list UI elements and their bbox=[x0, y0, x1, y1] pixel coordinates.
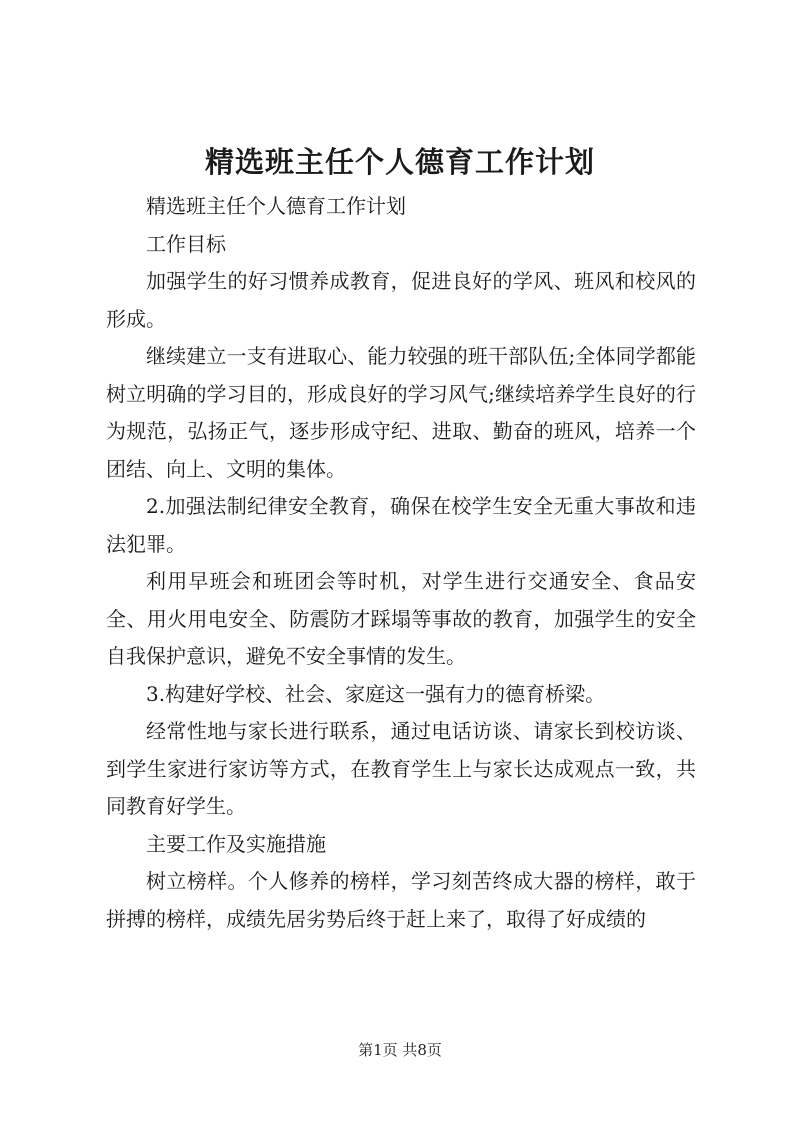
body-paragraph: 继续建立一支有进取心、能力较强的班干部队伍;全体同学都能树立明确的学习目的，形成良好的学习风气;继续培养学生良好的行为规范，弘扬正气，逐步形成守纪、进取、勤奋的班风，培养一个团结、向上、文明的集体。 bbox=[106, 344, 696, 481]
body-paragraph: 加强学生的好习惯养成教育，促进良好的学风、班风和校风的形成。 bbox=[106, 269, 696, 331]
document-title: 精选班主任个人德育工作计划 bbox=[204, 145, 595, 179]
page-number-footer: 第1页 共8页 bbox=[358, 1041, 442, 1059]
body-paragraph: 3.构建好学校、社会、家庭这一强有力的德育桥梁。 bbox=[146, 681, 606, 706]
body-paragraph: 树立榜样。个人修养的榜样，学习刻苦终成大器的榜样，敢于拼搏的榜样，成绩先居劣势后终于赶上来了，取得了好成绩的 bbox=[106, 869, 696, 931]
section-heading: 工作目标 bbox=[146, 231, 226, 256]
document-body bbox=[106, 188, 696, 938]
body-paragraph: 经常性地与家长进行联系，通过电话访谈、请家长到校访谈、到学生家进行家访等方式，在教育学生上与家长达成观点一致，共同教育好学生。 bbox=[106, 719, 696, 818]
body-paragraph: 2.加强法制纪律安全教育，确保在校学生安全无重大事故和违法犯罪。 bbox=[106, 494, 696, 556]
body-paragraph: 精选班主任个人德育工作计划 bbox=[146, 194, 406, 218]
section-heading: 主要工作及实施措施 bbox=[146, 831, 326, 856]
body-paragraph: 利用早班会和班团会等时机，对学生进行交通安全、食品安全、用火用电安全、防震防才踩塌等事故的教育，加强学生的安全自我保护意识，避免不安全事情的发生。 bbox=[106, 569, 696, 668]
